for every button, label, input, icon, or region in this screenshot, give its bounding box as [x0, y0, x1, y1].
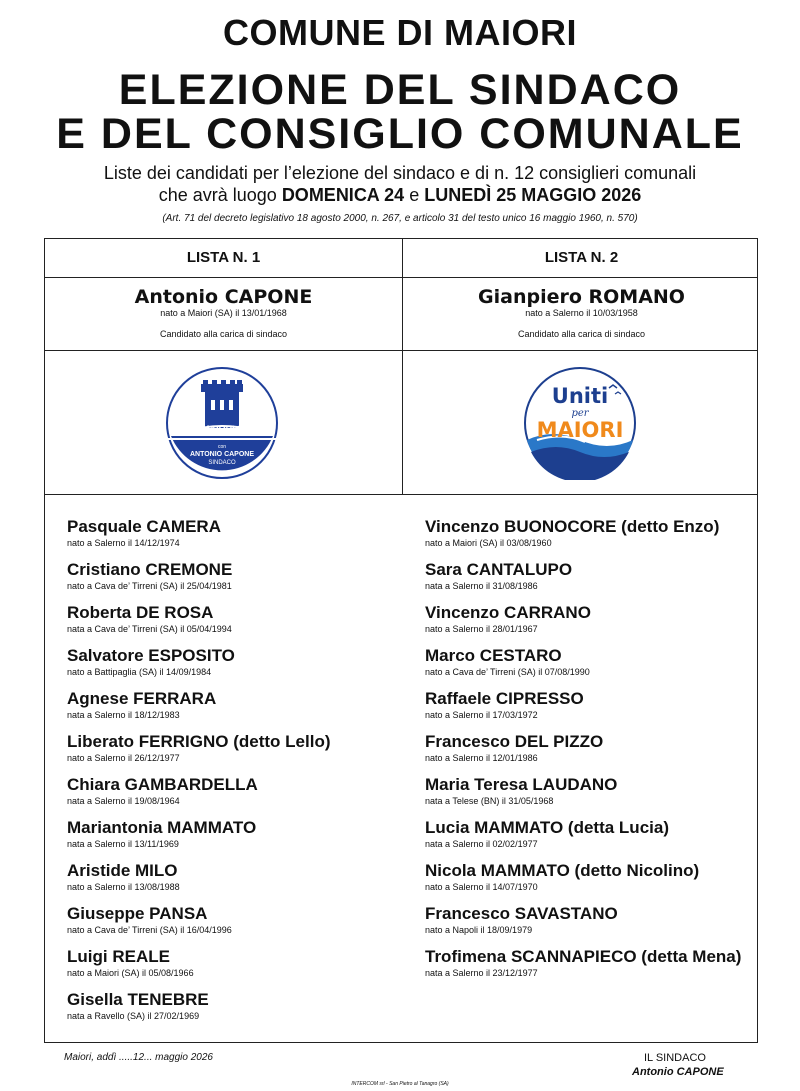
candidate-entry	[425, 517, 755, 560]
candidate-birth: nato a Napoli il 18/09/1979	[425, 925, 533, 935]
candidate-birth: nato a Salerno il 26/12/1977	[67, 753, 180, 763]
subtitle-conjunction: e	[409, 185, 420, 205]
list-number: LISTA N. 2	[544, 249, 619, 266]
candidate-name: Raffaele CIPRESSO	[425, 689, 584, 708]
mayor-candidate-birth: nato a Salerno il 10/03/1958	[525, 308, 638, 318]
candidate-name: Aristide MILO	[67, 861, 178, 880]
candidate-birth: nato a Salerno il 14/07/1970	[425, 882, 538, 892]
list-number: LISTA N. 1	[186, 249, 261, 266]
candidate-name: Francesco SAVASTANO	[425, 904, 618, 923]
candidate-birth: nata a Salerno il 02/02/1977	[425, 839, 538, 849]
candidate-name: Vincenzo CARRANO	[425, 603, 591, 622]
candidate-entry	[425, 861, 755, 904]
candidate-list-2	[425, 517, 755, 990]
candidate-entry	[425, 904, 755, 947]
candidate-name: Mariantonia MAMMATO	[67, 818, 257, 837]
candidate-entry	[425, 689, 755, 732]
candidate-birth: nata a Salerno il 13/11/1969	[67, 839, 179, 849]
mayor-candidate-role: Candidato alla carica di sindaco	[517, 329, 646, 339]
logo-2-uniti-text: Uniti	[551, 384, 609, 408]
candidate-name: Lucia MAMMATO (detta Lucia)	[425, 818, 669, 837]
election-title-line1: ELEZIONE DEL SINDACO	[118, 66, 682, 114]
candidate-entry	[425, 646, 755, 689]
candidate-entry	[425, 818, 755, 861]
candidate-entry	[67, 646, 397, 689]
lists-table	[44, 238, 758, 1043]
candidate-name: Gisella TENEBRE	[67, 990, 209, 1009]
candidate-entry	[67, 775, 397, 818]
candidate-birth: nato a Salerno il 28/01/1967	[425, 624, 538, 634]
candidate-name: Francesco DEL PIZZO	[425, 732, 604, 751]
election-date-1: DOMENICA 24	[281, 185, 405, 205]
candidate-birth: nata a Salerno il 31/08/1986	[425, 581, 538, 591]
mayor-candidate-role: Candidato alla carica di sindaco	[159, 329, 288, 339]
mayor-candidate-name: Gianpiero ROMANO	[478, 286, 685, 308]
candidate-entry	[67, 689, 397, 732]
candidate-birth: nato a Cava de’ Tirreni (SA) il 07/08/1990	[425, 667, 590, 677]
subtitle-line2	[0, 185, 800, 206]
candidate-birth: nato a Battipaglia (SA) il 14/09/1984	[67, 667, 212, 677]
candidate-list-1	[67, 517, 397, 1033]
candidate-birth: nata a Salerno il 19/08/1964	[67, 796, 180, 806]
candidate-entry	[67, 732, 397, 775]
candidate-birth: nato a Maiori (SA) il 05/08/1966	[67, 968, 194, 978]
election-date-2: LUNEDÌ 25 MAGGIO 2026	[424, 185, 642, 205]
list-2-logo	[523, 366, 637, 480]
candidate-name: Giuseppe PANSA	[67, 904, 208, 923]
candidate-entry	[67, 904, 397, 947]
candidate-name: Cristiano CREMONE	[67, 560, 233, 579]
logo-2-per-text: per	[571, 408, 589, 419]
candidate-birth: nata a Salerno il 23/12/1977	[425, 968, 538, 978]
logo-1-name-text: ANTONIO CAPONE	[189, 451, 255, 458]
logo-1-main-text: FORZA MAIORI SEMPRE	[168, 424, 276, 434]
candidate-birth: nata a Ravello (SA) il 27/02/1969	[67, 1011, 200, 1021]
candidate-birth: nato a Maiori (SA) il 03/08/1960	[425, 538, 552, 548]
candidate-entry	[425, 947, 755, 990]
candidate-entry	[425, 775, 755, 818]
subtitle-line1: Liste dei candidati per l’elezione del sindaco e di n. 12 consiglieri comunali	[103, 163, 697, 183]
candidate-name: Luigi REALE	[67, 947, 170, 966]
candidate-entry	[425, 732, 755, 775]
list-1-logo	[165, 366, 279, 480]
signature-name: Antonio CAPONE	[632, 1066, 724, 1078]
candidate-birth: nata a Telese (BN) il 31/05/1968	[425, 796, 554, 806]
date-place-line: Maiori, addì .....12... maggio 2026	[64, 1052, 213, 1063]
candidate-name: Liberato FERRIGNO (detto Lello)	[67, 732, 331, 751]
candidate-name: Marco CESTARO	[425, 646, 562, 665]
candidate-name: Sara CANTALUPO	[425, 560, 573, 579]
candidate-name: Pasquale CAMERA	[67, 517, 221, 536]
candidate-entry	[425, 603, 755, 646]
logo-1-role-text: SINDACO	[208, 460, 236, 466]
candidate-birth: nato a Cava de’ Tirreni (SA) il 25/04/1981	[67, 581, 232, 591]
candidate-name: Nicola MAMMATO (detto Nicolino)	[425, 861, 700, 880]
candidate-entry	[67, 517, 397, 560]
mayor-candidate-name: Antonio CAPONE	[134, 286, 313, 308]
candidate-entry	[67, 560, 397, 603]
list-column-2	[403, 239, 760, 1042]
election-title-line2: E DEL CONSIGLIO COMUNALE	[56, 110, 744, 158]
candidate-entry	[425, 560, 755, 603]
mayor-candidate-birth: nato a Maiori (SA) il 13/01/1968	[160, 308, 287, 318]
list-column-1	[45, 239, 402, 1042]
candidate-birth: nata a Salerno il 18/12/1983	[67, 710, 180, 720]
candidate-name: Maria Teresa LAUDANO	[425, 775, 618, 794]
candidate-name: Agnese FERRARA	[67, 689, 217, 708]
candidate-name: Trofimena SCANNAPIECO (detta Mena)	[425, 947, 742, 966]
candidate-birth: nato a Cava de’ Tirreni (SA) il 16/04/1996	[67, 925, 232, 935]
signature-title: IL SINDACO	[644, 1052, 706, 1064]
candidate-name: Vincenzo BUONOCORE (detto Enzo)	[425, 517, 720, 536]
candidate-entry	[67, 947, 397, 990]
candidate-birth: nata a Cava de’ Tirreni (SA) il 05/04/1994	[67, 624, 232, 634]
candidate-entry	[67, 603, 397, 646]
candidate-entry	[67, 818, 397, 861]
subtitle-prefix: che avrà luogo	[158, 185, 277, 205]
candidate-birth: nato a Salerno il 17/03/1972	[425, 710, 538, 720]
candidate-birth: nato a Salerno il 14/12/1974	[67, 538, 180, 548]
candidate-name: Salvatore ESPOSITO	[67, 646, 235, 665]
candidate-name: Roberta DE ROSA	[67, 603, 214, 622]
law-reference: (Art. 71 del decreto legislativo 18 agosto 2000, n. 267, e articolo 31 del testo unico 16 maggio 1960, n. 570)	[162, 213, 638, 224]
candidate-entry	[67, 861, 397, 904]
logo-2-maiori-text: MAIORI	[536, 418, 624, 442]
candidate-birth: nato a Salerno il 12/01/1986	[425, 753, 538, 763]
candidate-birth: nato a Salerno il 13/08/1988	[67, 882, 180, 892]
logo-1-con-text: con	[217, 444, 227, 450]
printer-credit: INTERCOM srl - San Pietro al Tanagro (SA)	[351, 1081, 449, 1087]
candidate-entry	[67, 990, 397, 1033]
municipality-title: COMUNE DI MAIORI	[223, 12, 577, 53]
candidate-name: Chiara GAMBARDELLA	[67, 775, 258, 794]
